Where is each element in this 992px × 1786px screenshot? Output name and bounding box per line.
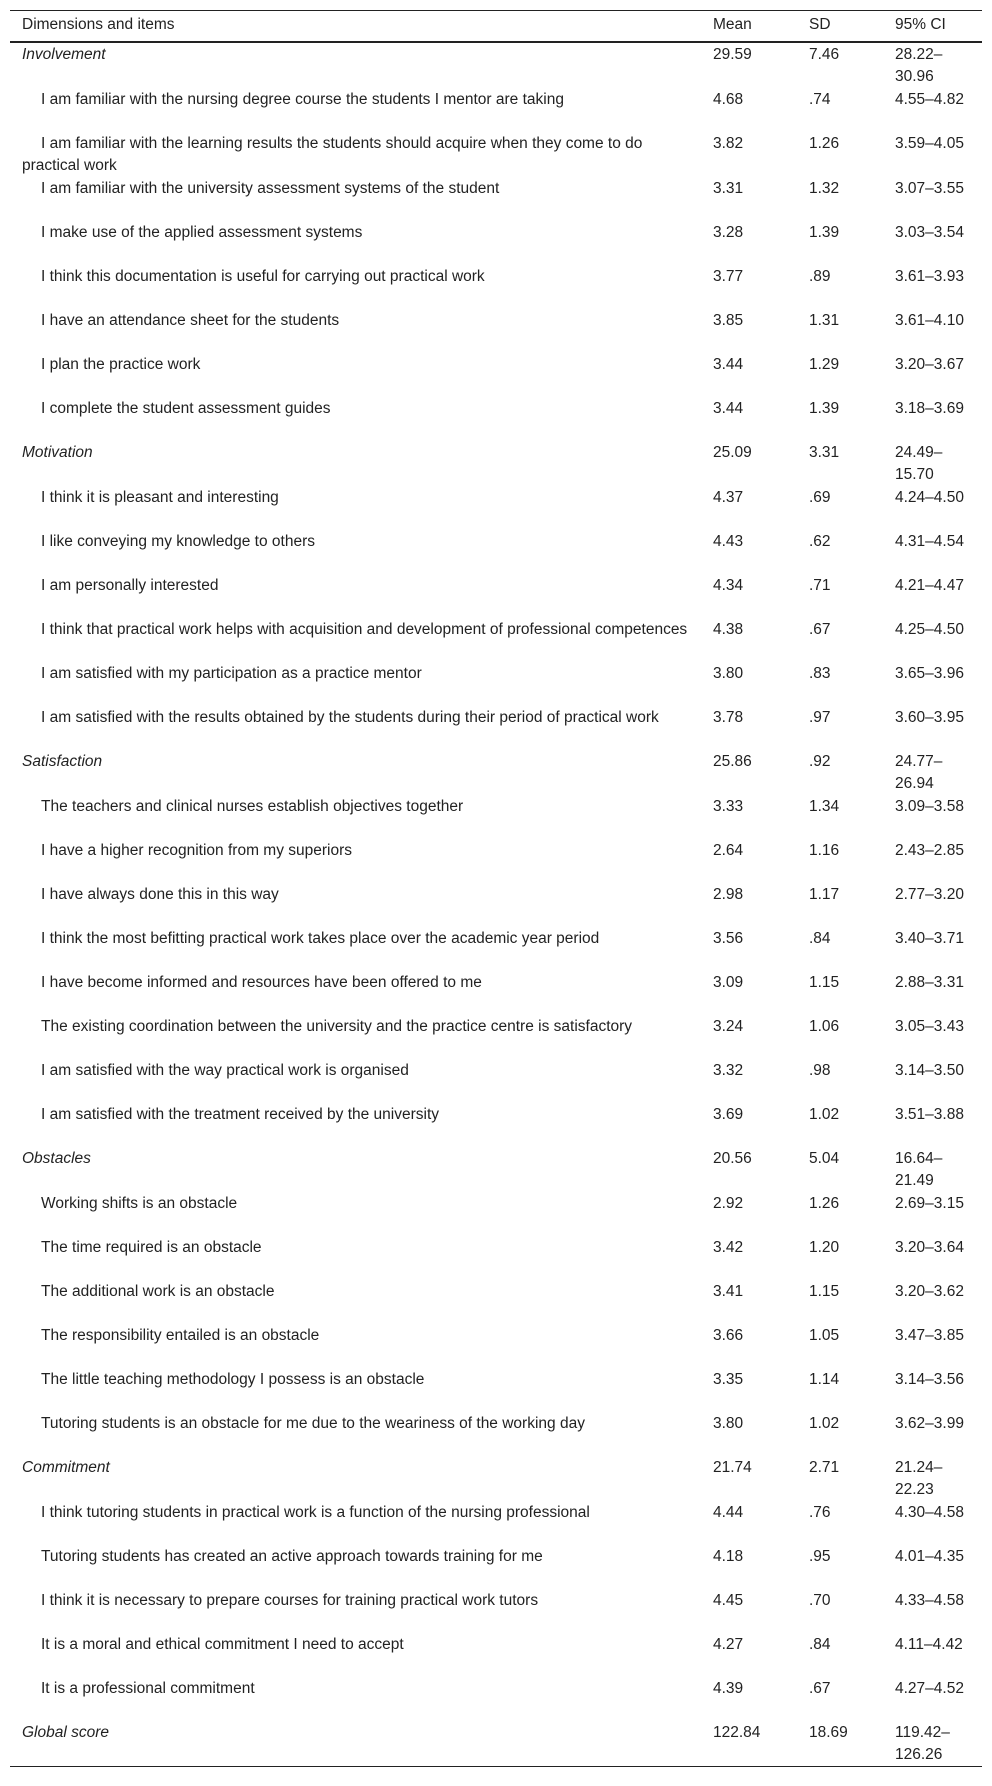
ci-cell: 3.47–3.85 <box>895 1327 964 1344</box>
item-label: I am familiar with the university assessment systems of the student <box>41 180 500 197</box>
item-label: I have always done this in this way <box>41 886 279 903</box>
item-row <box>10 971 982 1015</box>
ci-cell: 4.21–4.47 <box>895 577 964 594</box>
item-label: I have an attendance sheet for the students <box>41 312 340 329</box>
sd-cell: 1.02 <box>809 1415 840 1432</box>
ci-cell: 3.51–3.88 <box>895 1106 964 1123</box>
sd-cell: .92 <box>809 753 831 770</box>
mean-cell: 122.84 <box>713 1724 761 1741</box>
sd-cell: .71 <box>809 577 831 594</box>
item-label: I think tutoring students in practical work is a function of the nursing professional <box>41 1504 590 1521</box>
item-label: I make use of the applied assessment systems <box>41 224 363 241</box>
item-row <box>10 1103 982 1147</box>
item-row <box>10 177 982 221</box>
item-label: I think that practical work helps with acquisition and development of professional competences <box>41 621 688 638</box>
item-label: It is a moral and ethical commitment I need to accept <box>41 1636 404 1653</box>
item-row <box>10 1192 982 1236</box>
sd-cell: 1.17 <box>809 886 840 903</box>
mean-cell: 4.43 <box>713 533 744 550</box>
item-row <box>10 353 982 397</box>
dimension-label: Commitment <box>22 1459 110 1476</box>
sd-cell: 1.39 <box>809 400 840 417</box>
sd-cell: 1.15 <box>809 1283 840 1300</box>
item-label: Tutoring students is an obstacle for me due to the weariness of the working day <box>41 1415 585 1432</box>
item-label: I like conveying my knowledge to others <box>41 533 315 550</box>
sd-cell: 1.26 <box>809 135 840 152</box>
item-row <box>10 1589 982 1633</box>
ci-cell: 21.24–22.23 <box>895 1459 943 1498</box>
mean-cell: 3.28 <box>713 224 744 241</box>
ci-cell: 3.20–3.64 <box>895 1239 964 1256</box>
ci-cell: 119.42–126.26 <box>895 1724 950 1763</box>
mean-cell: 4.18 <box>713 1548 744 1565</box>
sd-cell: 1.02 <box>809 1106 840 1123</box>
mean-cell: 3.56 <box>713 930 744 947</box>
ci-cell: 3.65–3.96 <box>895 665 964 682</box>
ci-cell: 3.20–3.62 <box>895 1283 964 1300</box>
dimension-label: Global score <box>22 1724 110 1741</box>
dimension-row <box>10 1721 982 1767</box>
sd-cell: 1.31 <box>809 312 840 329</box>
item-label: The responsibility entailed is an obstacle <box>41 1327 320 1344</box>
ci-cell: 4.01–4.35 <box>895 1548 964 1565</box>
sd-cell: .74 <box>809 91 831 108</box>
item-label: I am satisfied with the treatment received by the university <box>41 1106 440 1123</box>
dimension-row <box>10 441 982 486</box>
dimension-row <box>10 1456 982 1501</box>
item-label: I am satisfied with the way practical work is organised <box>41 1062 409 1079</box>
dimension-row <box>10 42 982 88</box>
ci-cell: 3.14–3.56 <box>895 1371 964 1388</box>
sd-cell: .98 <box>809 1062 831 1079</box>
mean-cell: 2.64 <box>713 842 744 859</box>
sd-cell: .84 <box>809 930 831 947</box>
mean-cell: 3.35 <box>713 1371 744 1388</box>
ci-cell: 2.69–3.15 <box>895 1195 964 1212</box>
item-row <box>10 265 982 309</box>
dimension-label: Obstacles <box>22 1150 91 1167</box>
sd-cell: 1.06 <box>809 1018 840 1035</box>
mean-cell: 4.37 <box>713 489 744 506</box>
sd-cell: 1.39 <box>809 224 840 241</box>
dimension-row <box>10 1147 982 1192</box>
ci-cell: 4.31–4.54 <box>895 533 964 550</box>
ci-cell: 24.77–26.94 <box>895 753 943 792</box>
item-label: It is a professional commitment <box>41 1680 255 1697</box>
ci-cell: 3.05–3.43 <box>895 1018 964 1035</box>
ci-cell: 3.62–3.99 <box>895 1415 964 1432</box>
item-label: I plan the practice work <box>41 356 201 373</box>
dimension-row <box>10 750 982 795</box>
sd-cell: .76 <box>809 1504 831 1521</box>
item-row <box>10 1545 982 1589</box>
item-row <box>10 1412 982 1456</box>
sd-cell: 1.29 <box>809 356 840 373</box>
sd-cell: .83 <box>809 665 831 682</box>
item-row <box>10 309 982 353</box>
item-row <box>10 706 982 750</box>
ci-cell: 4.55–4.82 <box>895 91 964 108</box>
results-table-container <box>10 10 982 1767</box>
ci-cell: 4.27–4.52 <box>895 1680 964 1697</box>
item-label: I complete the student assessment guides <box>41 400 331 417</box>
item-label: I have become informed and resources have been offered to me <box>41 974 482 991</box>
item-row <box>10 132 982 177</box>
mean-cell: 3.31 <box>713 180 744 197</box>
mean-cell: 3.42 <box>713 1239 744 1256</box>
item-row <box>10 1015 982 1059</box>
mean-cell: 3.85 <box>713 312 744 329</box>
ci-cell: 3.09–3.58 <box>895 798 964 815</box>
sd-cell: .97 <box>809 709 831 726</box>
mean-cell: 3.33 <box>713 798 744 815</box>
mean-cell: 4.38 <box>713 621 744 638</box>
item-label: I am satisfied with the results obtained by the students during their period of practical work <box>41 709 659 726</box>
item-label: I have a higher recognition from my superiors <box>41 842 353 859</box>
ci-cell: 16.64–21.49 <box>895 1150 943 1189</box>
sd-cell: 1.15 <box>809 974 840 991</box>
ci-cell: 3.59–4.05 <box>895 135 964 152</box>
item-label: The time required is an obstacle <box>41 1239 262 1256</box>
item-label: The existing coordination between the university and the practice centre is satisfactory <box>41 1018 633 1035</box>
item-row <box>10 1677 982 1721</box>
mean-cell: 4.68 <box>713 91 744 108</box>
item-row <box>10 88 982 132</box>
ci-cell: 4.11–4.42 <box>895 1636 963 1653</box>
mean-cell: 3.77 <box>713 268 744 285</box>
item-label: I am personally interested <box>41 577 219 594</box>
column-header-mean: Mean <box>713 16 752 33</box>
sd-cell: 1.34 <box>809 798 840 815</box>
item-row <box>10 927 982 971</box>
mean-cell: 3.80 <box>713 665 744 682</box>
ci-cell: 3.03–3.54 <box>895 224 964 241</box>
item-row <box>10 486 982 530</box>
sd-cell: .67 <box>809 621 831 638</box>
item-row <box>10 839 982 883</box>
sd-cell: 7.46 <box>809 46 840 63</box>
item-row <box>10 883 982 927</box>
sd-cell: .67 <box>809 1680 831 1697</box>
ci-cell: 3.14–3.50 <box>895 1062 964 1079</box>
mean-cell: 20.56 <box>713 1150 752 1167</box>
table-body <box>10 42 982 1767</box>
item-row <box>10 1633 982 1677</box>
item-label: I am satisfied with my participation as a practice mentor <box>41 665 422 682</box>
sd-cell: .89 <box>809 268 831 285</box>
sd-cell: 1.20 <box>809 1239 840 1256</box>
ci-cell: 4.33–4.58 <box>895 1592 964 1609</box>
ci-cell: 3.18–3.69 <box>895 400 964 417</box>
sd-cell: .84 <box>809 1636 831 1653</box>
ci-cell: 3.60–3.95 <box>895 709 964 726</box>
header-row <box>10 11 982 43</box>
mean-cell: 3.09 <box>713 974 744 991</box>
ci-cell: 3.07–3.55 <box>895 180 964 197</box>
ci-cell: 4.30–4.58 <box>895 1504 964 1521</box>
mean-cell: 3.78 <box>713 709 744 726</box>
results-table <box>10 10 982 1767</box>
ci-cell: 3.61–3.93 <box>895 268 964 285</box>
ci-cell: 3.61–4.10 <box>895 312 964 329</box>
mean-cell: 3.44 <box>713 400 744 417</box>
sd-cell: 1.05 <box>809 1327 840 1344</box>
item-row <box>10 1501 982 1545</box>
sd-cell: 1.14 <box>809 1371 840 1388</box>
ci-cell: 2.77–3.20 <box>895 886 964 903</box>
ci-cell: 4.24–4.50 <box>895 489 964 506</box>
item-row <box>10 530 982 574</box>
mean-cell: 3.80 <box>713 1415 744 1432</box>
dimension-label: Involvement <box>22 46 106 63</box>
column-header-sd: SD <box>809 16 831 33</box>
sd-cell: .69 <box>809 489 831 506</box>
item-label: The teachers and clinical nurses establish objectives together <box>41 798 464 815</box>
item-row <box>10 397 982 441</box>
mean-cell: 3.32 <box>713 1062 744 1079</box>
mean-cell: 21.74 <box>713 1459 752 1476</box>
item-label: Tutoring students has created an active approach towards training for me <box>41 1548 543 1565</box>
item-row <box>10 1324 982 1368</box>
item-row <box>10 221 982 265</box>
item-row <box>10 574 982 618</box>
item-row <box>10 618 982 662</box>
dimension-label: Motivation <box>22 444 93 461</box>
mean-cell: 4.27 <box>713 1636 744 1653</box>
mean-cell: 4.45 <box>713 1592 744 1609</box>
mean-cell: 2.92 <box>713 1195 744 1212</box>
table-header <box>10 11 982 43</box>
sd-cell: 5.04 <box>809 1150 840 1167</box>
mean-cell: 3.66 <box>713 1327 744 1344</box>
ci-cell: 2.43–2.85 <box>895 842 964 859</box>
mean-cell: 25.09 <box>713 444 752 461</box>
mean-cell: 3.41 <box>713 1283 744 1300</box>
mean-cell: 4.34 <box>713 577 744 594</box>
mean-cell: 3.82 <box>713 135 744 152</box>
ci-cell: 2.88–3.31 <box>895 974 964 991</box>
sd-cell: 3.31 <box>809 444 840 461</box>
item-label: I think the most befitting practical work takes place over the academic year period <box>41 930 600 947</box>
item-row <box>10 1236 982 1280</box>
mean-cell: 3.69 <box>713 1106 744 1123</box>
sd-cell: .62 <box>809 533 831 550</box>
sd-cell: 2.71 <box>809 1459 840 1476</box>
dimension-label: Satisfaction <box>22 753 103 770</box>
mean-cell: 4.39 <box>713 1680 744 1697</box>
item-label: Working shifts is an obstacle <box>41 1195 238 1212</box>
item-row <box>10 1368 982 1412</box>
sd-cell: .70 <box>809 1592 831 1609</box>
item-row <box>10 1059 982 1103</box>
item-label: The additional work is an obstacle <box>41 1283 275 1300</box>
item-label: I think it is pleasant and interesting <box>41 489 279 506</box>
item-label: I think this documentation is useful for carrying out practical work <box>41 268 485 285</box>
sd-cell: 18.69 <box>809 1724 848 1741</box>
ci-cell: 24.49–15.70 <box>895 444 943 483</box>
item-label: I am familiar with the nursing degree course the students I mentor are taking <box>41 91 564 108</box>
ci-cell: 3.40–3.71 <box>895 930 964 947</box>
item-row <box>10 662 982 706</box>
mean-cell: 29.59 <box>713 46 752 63</box>
mean-cell: 2.98 <box>713 886 744 903</box>
item-row <box>10 1280 982 1324</box>
mean-cell: 4.44 <box>713 1504 744 1521</box>
sd-cell: 1.26 <box>809 1195 840 1212</box>
item-label: I think it is necessary to prepare courses for training practical work tutors <box>41 1592 539 1609</box>
column-header-items: Dimensions and items <box>22 16 175 33</box>
ci-cell: 4.25–4.50 <box>895 621 964 638</box>
item-label: The little teaching methodology I possess is an obstacle <box>41 1371 425 1388</box>
mean-cell: 3.44 <box>713 356 744 373</box>
sd-cell: 1.16 <box>809 842 840 859</box>
sd-cell: .95 <box>809 1548 831 1565</box>
item-row <box>10 795 982 839</box>
mean-cell: 3.24 <box>713 1018 744 1035</box>
sd-cell: 1.32 <box>809 180 840 197</box>
column-header-ci: 95% CI <box>895 16 946 33</box>
item-label: I am familiar with the learning results the students should acquire when they come to do practical work <box>22 135 643 174</box>
mean-cell: 25.86 <box>713 753 752 770</box>
ci-cell: 28.22–30.96 <box>895 46 943 85</box>
ci-cell: 3.20–3.67 <box>895 356 964 373</box>
